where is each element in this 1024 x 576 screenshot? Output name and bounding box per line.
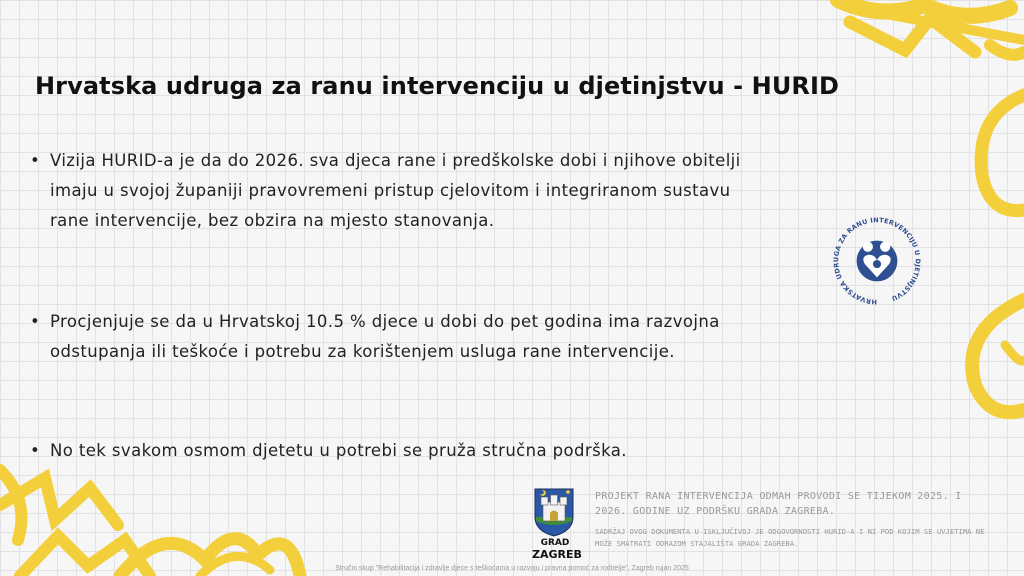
bullet-marker: • (30, 441, 41, 460)
bullet-text: Procjenjuje se da u Hrvatskoj 10.5 % djece u dobi do pet godina ima razvojna odstupanja ili teškoće i potrebu za korištenjem usluga rane intervencije. (50, 312, 720, 361)
city-line1: GRAD (540, 538, 570, 548)
bullet-marker: • (30, 151, 41, 170)
city-line2: ZAGREB (532, 548, 582, 561)
bullet-marker: • (30, 312, 41, 331)
bullet-text: No tek svakom osmom djetetu u potrebi se pruža stručna podrška. (50, 441, 627, 460)
footer-text: Stručni skup "Rehabilitacija i zdravlje djece s teškoćama u razvoju i pravna pomoć za roditelje", Zagreb rujan 2025 (335, 565, 689, 572)
logo-ring-text: HRVATSKA UDRUGA ZA RANU INTERVENCIJU U DJETINJSTVU (832, 216, 922, 306)
disclaimer-text: SADRŽAJ OVOG DOKUMENTA U ISKLJUČIVOJ JE ODGOVORNOSTI HURID-A I NI POD KOJIM SE UVJETIMA NE MOŽE SMATRATI ODRAZOM STAJALIŠTA GRADA ZAGREBA. (595, 527, 985, 548)
hurid-logo (826, 210, 928, 312)
bullet-item (30, 307, 770, 367)
bullet-text: Vizija HURID-a je da do 2026. sva djeca rane i predškolske dobi i njihove obitelji imaju u svojoj županiji pravovremeni pristup cjelovitom i integriranom sustavu rane intervencije, bez obzira na mjesto stanovanja. (50, 151, 741, 230)
grad-zagreb-label (532, 538, 582, 561)
slide-title: Hrvatska udruga za ranu intervenciju u djetinjstvu - HURID (35, 72, 840, 100)
project-statement: PROJEKT RANA INTERVENCIJA ODMAH PROVODI SE TIJEKOM 2025. I 2026. GODINE UZ PODRŠKU GRADA ZAGREBA. (595, 491, 962, 517)
family-heart-icon (857, 241, 898, 282)
zagreb-coat-of-arms-icon (532, 487, 576, 537)
bullet-item (30, 146, 770, 236)
bullet-item (30, 436, 770, 466)
